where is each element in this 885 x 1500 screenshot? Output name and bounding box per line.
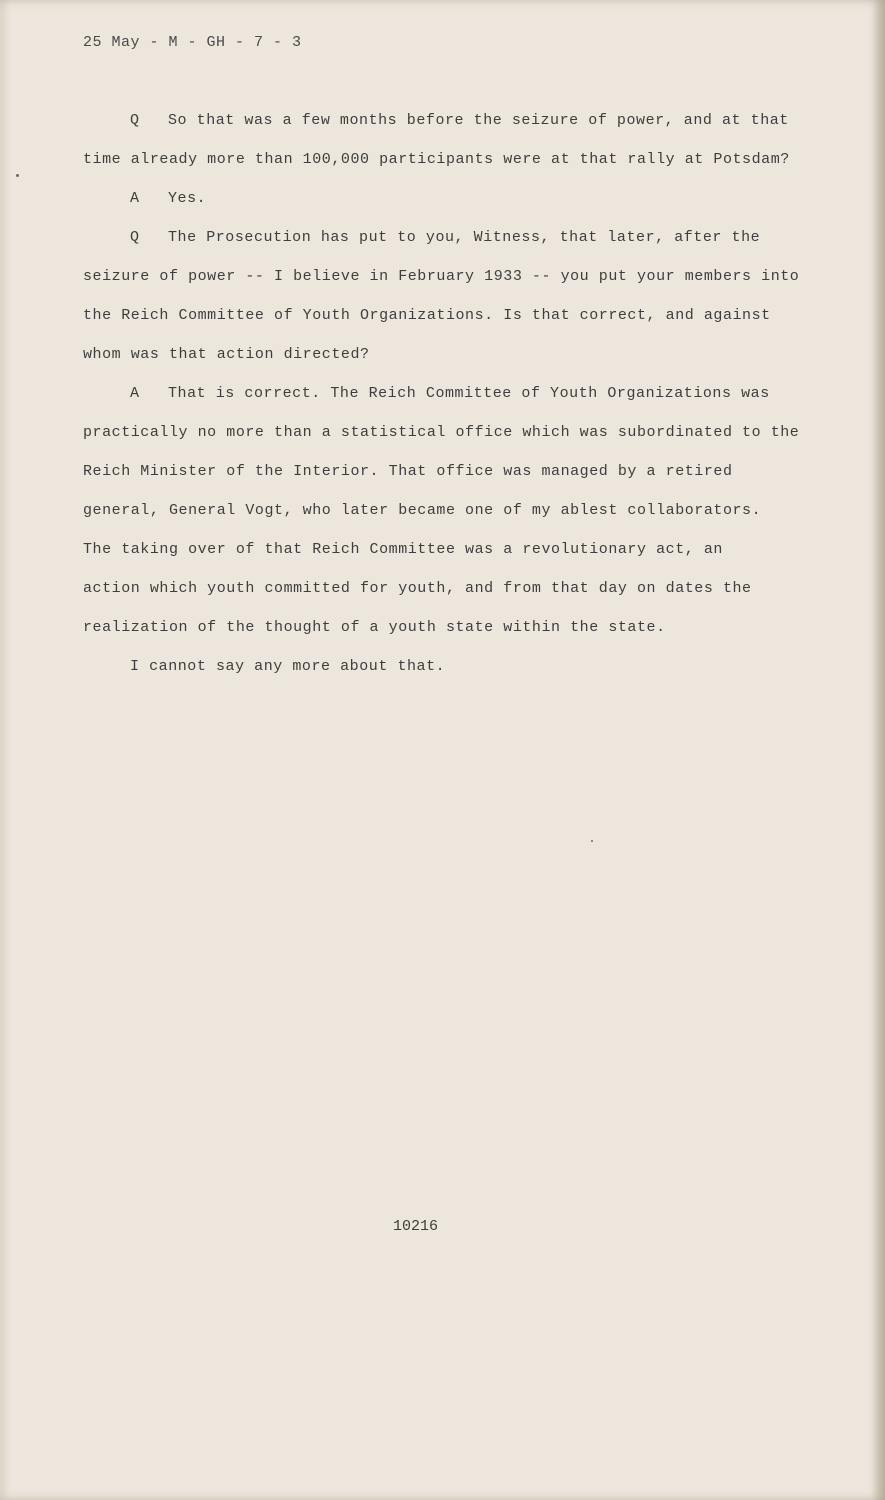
text-line <box>130 190 206 207</box>
speaker-label: Q <box>130 229 140 246</box>
text-line: action which youth committed for youth, and from that day on dates the <box>83 580 752 597</box>
text-line <box>130 229 760 246</box>
line-text: So that was a few months before the seizure of power, and at that <box>168 112 789 129</box>
page-edge-shadow <box>871 0 885 1500</box>
paper-speck <box>16 174 19 177</box>
text-line <box>130 385 770 402</box>
text-line: the Reich Committee of Youth Organizations. Is that correct, and against <box>83 307 771 324</box>
paper-speck <box>591 840 593 842</box>
text-line: whom was that action directed? <box>83 346 370 363</box>
text-line <box>130 112 789 129</box>
text-line: time already more than 100,000 participants were at that rally at Potsdam? <box>83 151 790 168</box>
text-line: seizure of power -- I believe in February 1933 -- you put your members into <box>83 268 800 285</box>
speaker-label: A <box>130 190 140 207</box>
page-header: 25 May - M - GH - 7 - 3 <box>83 34 302 51</box>
page-number: 10216 <box>393 1218 439 1235</box>
text-line: general, General Vogt, who later became one of my ablest collaborators. <box>83 502 762 519</box>
text-line: practically no more than a statistical office which was subordinated to the <box>83 424 800 441</box>
speaker-label: Q <box>130 112 140 129</box>
line-text: The Prosecution has put to you, Witness, that later, after the <box>168 229 761 246</box>
text-line: I cannot say any more about that. <box>130 658 446 675</box>
speaker-label: A <box>130 385 140 402</box>
line-text: Yes. <box>168 190 207 207</box>
line-text: That is correct. The Reich Committee of Youth Organizations was <box>168 385 770 402</box>
text-line: Reich Minister of the Interior. That office was managed by a retired <box>83 463 733 480</box>
text-line: The taking over of that Reich Committee was a revolutionary act, an <box>83 541 723 558</box>
text-line: realization of the thought of a youth state within the state. <box>83 619 666 636</box>
